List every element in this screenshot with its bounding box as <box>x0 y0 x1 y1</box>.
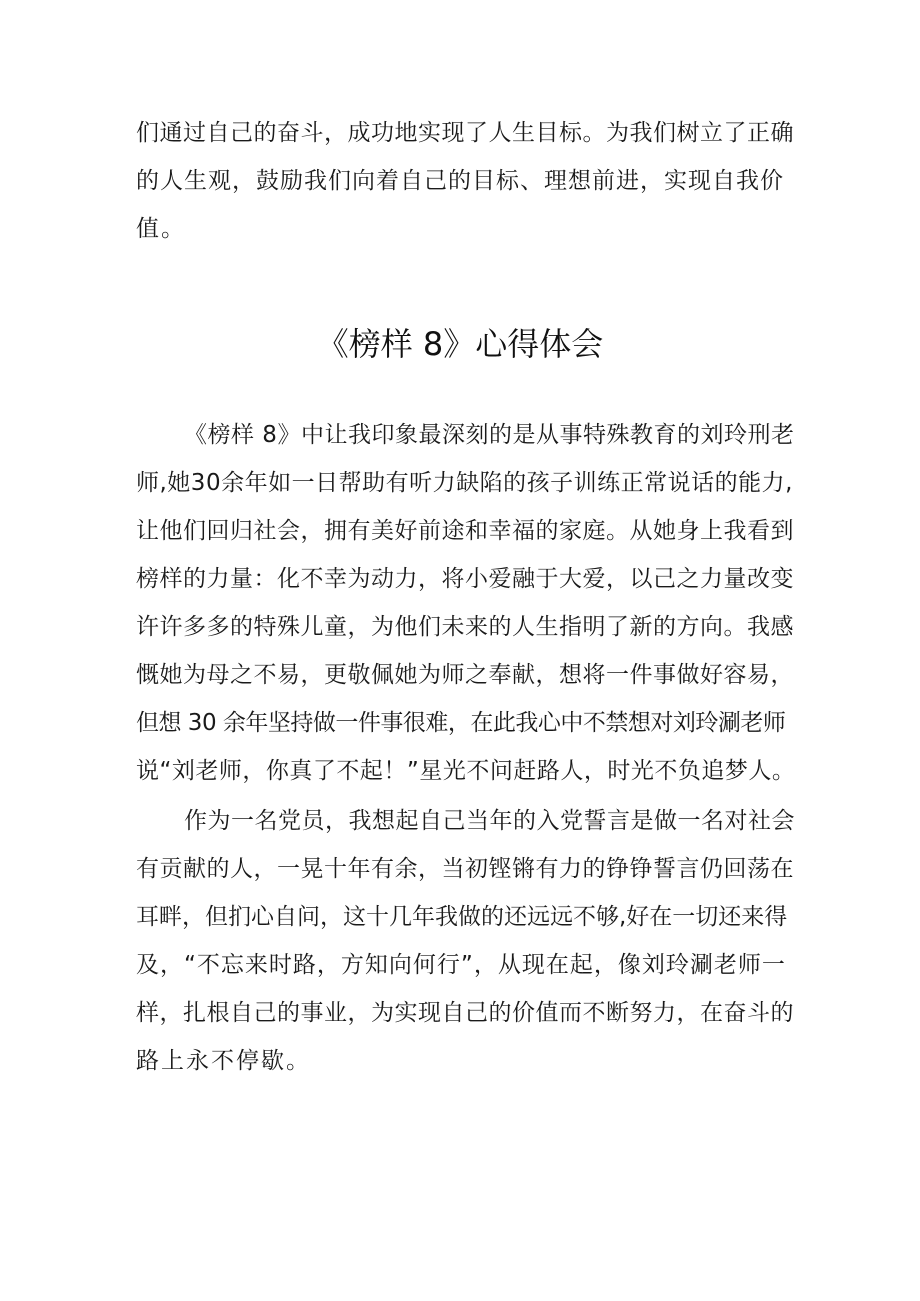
paragraph-line: 让他们回归社会，拥有美好前途和幸福的家庭。从她身上我看到 <box>136 518 794 544</box>
paragraph-line: 但想 30 余年坚持做一件事很难，在此我心中不禁想对刘玲涮老师 <box>136 710 786 736</box>
paragraph-line: 作为一名党员，我想起自己当年的入党誓言是做一名对社会 <box>184 808 795 834</box>
paragraph-line: 及，“不忘来时路，方知向何行”，从现在起，像刘玲涮老师一 <box>136 952 786 978</box>
page-title: 《榜样 8》心得体会 <box>316 325 604 363</box>
paragraph-line: 值。 <box>136 216 186 242</box>
paragraph-line: 样，扎根自己的事业，为实现自己的价值而不断努力，在奋斗的 <box>136 1000 794 1026</box>
paragraph-line: 榜样的力量：化不幸为动力，将小爱融于大爱，以己之力量改变 <box>136 566 794 592</box>
paragraph-line: 《榜样 8》中让我印象最深刻的是从事特殊教育的刘玲刑老 <box>184 422 795 448</box>
paragraph-line: 有贡献的人，一晃十年有余，当初铿锵有力的铮铮誓言仍回荡在 <box>136 856 794 882</box>
paragraph-line: 师,她30余年如一日帮助有听力缺陷的孩子训练正常说话的能力, <box>136 470 793 496</box>
paragraph-line: 许许多多的特殊儿童，为他们未来的人生指明了新的方向。我感 <box>136 614 794 640</box>
paragraph-line: 慨她为母之不易，更敬佩她为师之奉献，想将一件事做好容易， <box>136 662 794 688</box>
paragraph-line: 说“刘老师，你真了不起！”星光不问赶路人，时光不负追梦人。 <box>136 758 796 784</box>
paragraph-line: 路上永不停歇。 <box>136 1048 311 1074</box>
paragraph-line: 的人生观，鼓励我们向着自己的目标、理想前进，实现自我价 <box>136 168 784 194</box>
paragraph-line: 耳畔，但扪心自问，这十几年我做的还远远不够,好在一切还来得 <box>136 904 788 930</box>
paragraph-line: 们通过自己的奋斗，成功地实现了人生目标。为我们树立了正确 <box>136 120 794 146</box>
